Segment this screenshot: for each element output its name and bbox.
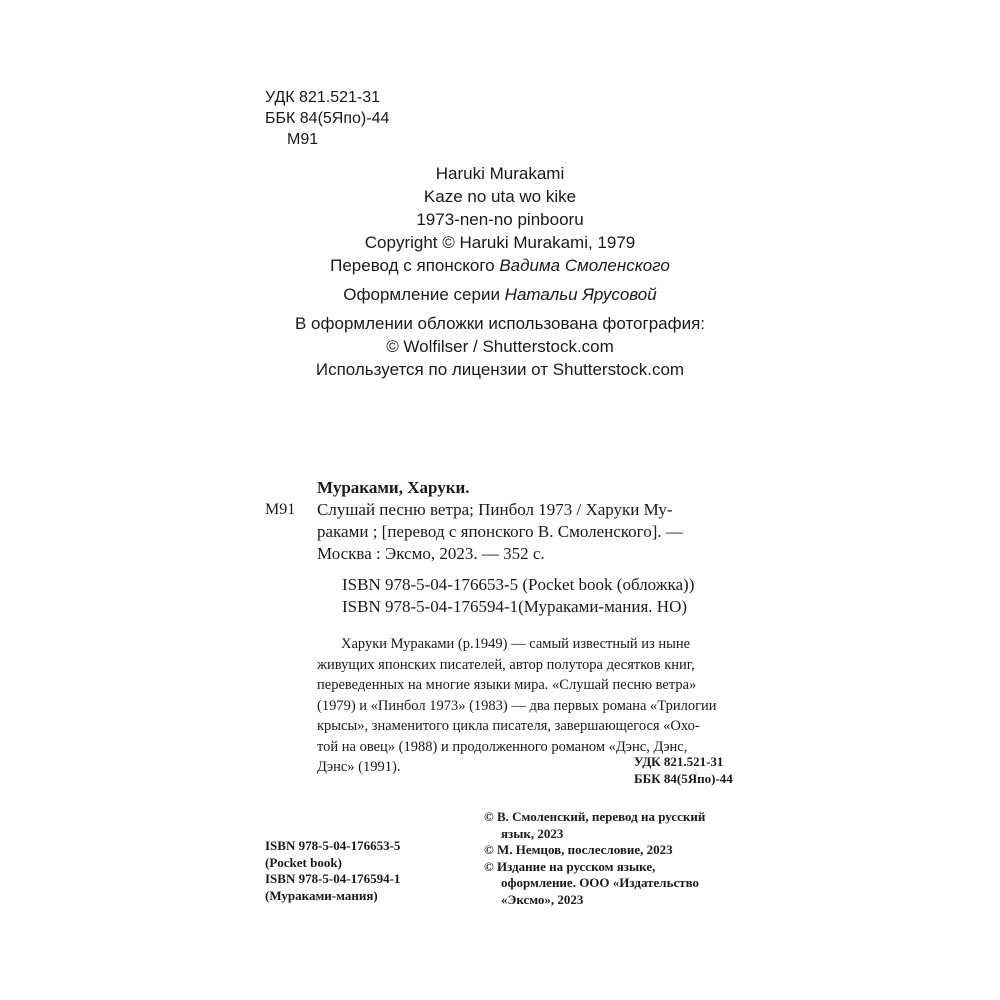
original-author: Haruki Murakami bbox=[435, 164, 565, 183]
photo-credit-line-1: В оформлении обложки использована фотография: bbox=[294, 314, 706, 333]
classification-codes-small bbox=[634, 753, 733, 787]
copyright-notices bbox=[484, 809, 705, 908]
copyright-line: язык, 2023 bbox=[501, 825, 564, 841]
annotation-line: той на овец» (1988) и продолженного романом «Дэнс, Дэнс, bbox=[317, 738, 688, 755]
annotation-line: живущих японских писателей, автор полутора десятков книг, bbox=[317, 656, 695, 673]
photo-credit-line-3: Используется по лицензии от Shutterstock.com bbox=[315, 360, 685, 379]
annotation-line: Дэнс» (1991). bbox=[317, 759, 401, 775]
original-edition-info bbox=[250, 162, 750, 277]
translation-prefix: Перевод с японского bbox=[330, 256, 500, 275]
translator-name: Вадима Смоленского bbox=[499, 256, 670, 275]
bbk-code-small: ББК 84(5Япо)-44 bbox=[634, 771, 733, 786]
bibliographic-author-heading: Мураками, Харуки. bbox=[317, 478, 470, 497]
isbn-line-2: ISBN 978-5-04-176594-1(Мураками-мания. НО) bbox=[342, 597, 688, 616]
annotation-line: Харуки Мураками (р.1949) — самый известный из ныне bbox=[341, 636, 691, 652]
author-mark: М91 bbox=[287, 131, 319, 148]
cover-photo-credit bbox=[250, 312, 750, 381]
classification-codes bbox=[265, 87, 389, 150]
design-prefix: Оформление серии bbox=[343, 285, 505, 304]
original-title-1: Kaze no uta wo kike bbox=[423, 187, 577, 206]
annotation-line: крысы», знаменитого цикла писателя, завершающегося «Охо- bbox=[317, 718, 700, 734]
isbn-footer-line: ISBN 978-5-04-176653-5 bbox=[265, 838, 401, 853]
isbn-footer-line: (Pocket book) bbox=[265, 854, 342, 870]
isbn-footer-line: (Мураками-мания) bbox=[265, 887, 378, 903]
udk-code-small: УДК 821.521-31 bbox=[634, 754, 724, 769]
bibliographic-line-1: Слушай песню ветра; Пинбол 1973 / Харуки Му- bbox=[317, 500, 673, 519]
original-title-2: 1973-nen-no pinbooru bbox=[416, 210, 584, 229]
original-copyright: Copyright © Haruki Murakami, 1979 bbox=[364, 233, 636, 252]
copyright-line: оформление. ООО «Издательство bbox=[501, 875, 700, 890]
isbn-footer-line: ISBN 978-5-04-176594-1 bbox=[265, 871, 401, 886]
translation-credit bbox=[250, 254, 750, 277]
copyright-line: © В. Смоленский, перевод на русский bbox=[484, 809, 706, 824]
copyright-line: © М. Немцов, послесловие, 2023 bbox=[484, 842, 673, 857]
bibliographic-author-mark: М91 bbox=[265, 501, 296, 518]
udk-code: УДК 821.521-31 bbox=[265, 89, 381, 106]
copyright-line: «Эксмо», 2023 bbox=[501, 891, 584, 907]
annotation-line: переведенных на многие языки мира. «Слушай песню ветра» bbox=[317, 677, 697, 693]
designer-name: Натальи Ярусовой bbox=[504, 285, 657, 304]
bibliographic-line-2: раками ; [перевод с японского В. Смоленского]. — bbox=[317, 522, 683, 541]
series-design-credit bbox=[250, 283, 750, 306]
isbn-line-1: ISBN 978-5-04-176653-5 (Pocket book (обложка)) bbox=[342, 575, 695, 594]
annotation-line: (1979) и «Пинбол 1973» (1983) — два первых романа «Трилогии bbox=[317, 697, 717, 714]
bibliographic-description bbox=[317, 499, 683, 565]
bibliographic-line-3: Москва : Эксмо, 2023. — 352 с. bbox=[317, 544, 545, 563]
isbn-list bbox=[342, 574, 694, 618]
photo-credit-line-2: © Wolfilser / Shutterstock.com bbox=[386, 337, 614, 356]
copyright-line: © Издание на русском языке, bbox=[484, 858, 656, 874]
bbk-code: ББК 84(5Япо)-44 bbox=[265, 110, 390, 127]
isbn-footer bbox=[265, 838, 400, 904]
